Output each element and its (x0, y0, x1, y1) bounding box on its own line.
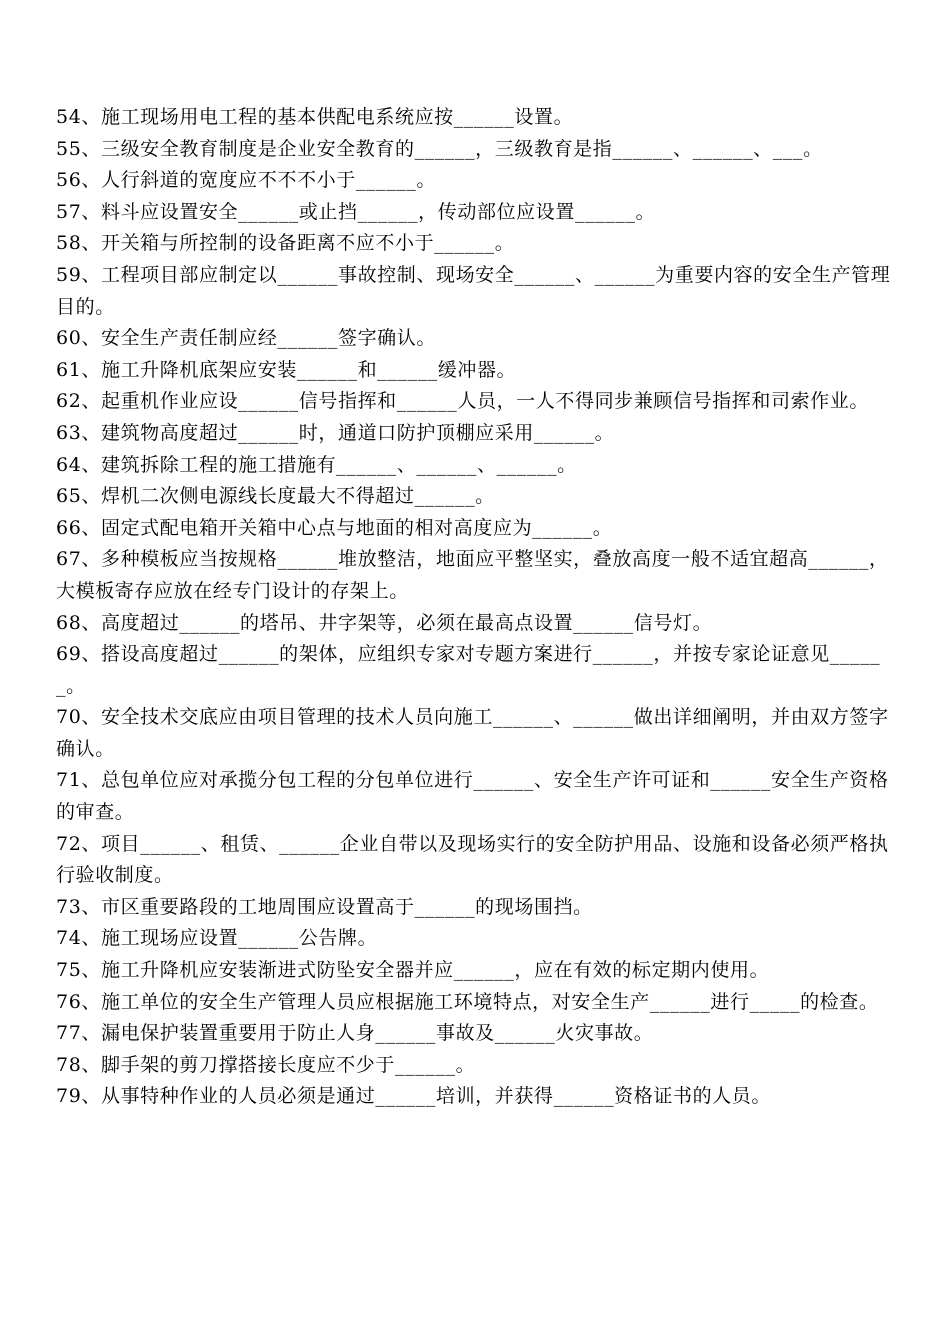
question-78: 78、脚手架的剪刀撑搭接长度应不少于______。 (56, 1053, 476, 1076)
question-72: 72、项目______、租赁、______企业自带以及现场实行的安全防护用品、设施和设备必须严格执行验收制度。 (56, 832, 889, 887)
question-70: 70、安全技术交底应由项目管理的技术人员向施工______、______做出详细阐明，并由双方签字确认。 (56, 706, 889, 760)
question-68: 68、高度超过______的塔吊、井字架等，必须在最高点设置______信号灯。 (56, 611, 713, 634)
question-62: 62、起重机作业应设______信号指挥和______人员，一人不得同步兼顾信号指挥和司索作业。 (56, 390, 869, 413)
question-60: 60、安全生产责任制应经______签字确认。 (56, 327, 436, 350)
question-79: 79、从事特种作业的人员必须是通过______培训，并获得______资格证书的人员。 (56, 1085, 771, 1108)
question-64: 64、建筑拆除工程的施工措施有______、______、______。 (56, 453, 577, 476)
question-74: 74、施工现场应设置______公告牌。 (56, 927, 378, 950)
question-65: 65、焊机二次侧电源线长度最大不得超过______。 (56, 485, 495, 508)
question-61: 61、施工升降机底架应安装______和______缓冲器。 (56, 358, 517, 381)
question-57: 57、料斗应设置安全______或止挡______，传动部位应设置______。 (56, 200, 656, 223)
question-58: 58、开关箱与所控制的设备距离不应不小于______。 (56, 232, 515, 255)
question-66: 66、固定式配电箱开关箱中心点与地面的相对高度应为______。 (56, 516, 613, 539)
question-54: 54、施工现场用电工程的基本供配电系统应按______设置。 (56, 106, 574, 128)
question-73: 73、市区重要路段的工地周围应设置高于______的现场围挡。 (56, 895, 593, 918)
question-69: 69、搭设高度超过______的架体，应组织专家对专题方案进行______，并按专家论证意见______。 (56, 643, 881, 697)
question-59: 59、工程项目部应制定以______事故控制、现场安全______、______为重要内容的安全生产管理目的。 (56, 263, 891, 318)
question-55: 55、三级安全教育制度是企业安全教育的______，三级教育是指______、______、___。 (56, 137, 823, 160)
question-71: 71、总包单位应对承揽分包工程的分包单位进行______、安全生产许可证和______安全生产资格的审查。 (56, 769, 889, 824)
question-67: 67、多种模板应当按规格______堆放整洁，地面应平整坚实，叠放高度一般不适宜超高______，大模板寄存应放在经专门设计的存架上。 (56, 548, 889, 602)
question-63: 63、建筑物高度超过______时，通道口防护顶棚应采用______。 (56, 421, 615, 444)
question-75: 75、施工升降机应安装渐进式防坠安全器并应______，应在有效的标定期内使用。 (56, 959, 770, 982)
question-56: 56、人行斜道的宽度应不不不小于______。 (56, 169, 436, 192)
question-77: 77、漏电保护装置重要用于防止人身______事故及______火灾事故。 (56, 1022, 654, 1045)
question-list (56, 102, 894, 1113)
question-76: 76、施工单位的安全生产管理人员应根据施工环境特点，对安全生产______进行_____的检查。 (56, 990, 879, 1013)
